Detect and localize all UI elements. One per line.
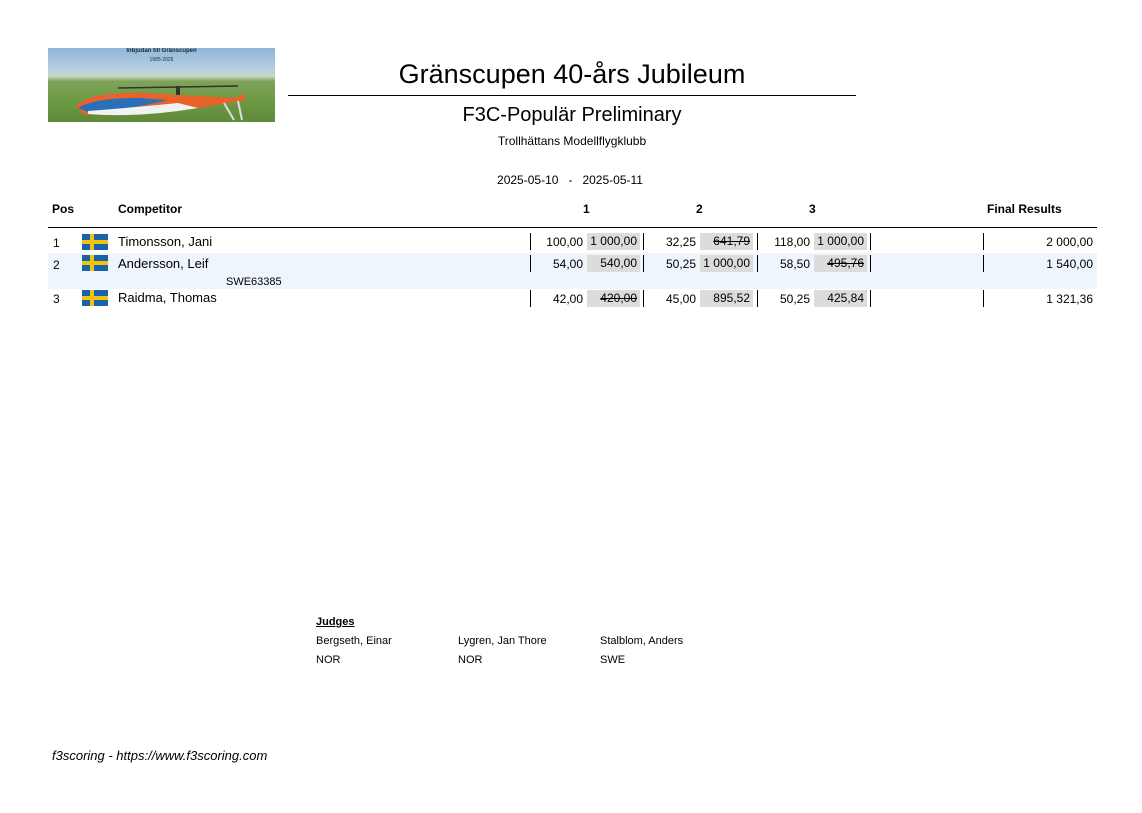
round-3-raw: 50,25 bbox=[779, 292, 810, 306]
judge-country: NOR bbox=[316, 654, 341, 666]
column-divider bbox=[870, 233, 871, 250]
round-1-raw: 54,00 bbox=[552, 257, 583, 271]
date-separator: - bbox=[568, 173, 573, 187]
logo-years: 1985-2025 bbox=[149, 57, 174, 63]
round-3-score: 425,84 bbox=[814, 290, 867, 307]
table-row bbox=[48, 231, 1097, 253]
header-round-3: 3 bbox=[809, 202, 816, 216]
final-result: 2 000,00 bbox=[1046, 235, 1093, 249]
start-date: 2025-05-10 bbox=[497, 173, 559, 187]
footer-credit: f3scoring - https://www.f3scoring.com bbox=[52, 748, 268, 763]
event-dates bbox=[440, 173, 700, 187]
title-divider bbox=[288, 95, 856, 96]
round-1-raw: 100,00 bbox=[546, 235, 583, 249]
round-2-score: 641,79 bbox=[700, 233, 753, 250]
sweden-flag-icon bbox=[82, 234, 108, 250]
round-3-raw: 58,50 bbox=[779, 257, 810, 271]
competitor-name: Raidma, Thomas bbox=[118, 290, 217, 305]
round-2-raw: 32,25 bbox=[665, 235, 696, 249]
column-divider bbox=[983, 290, 984, 307]
table-row bbox=[48, 289, 1097, 311]
final-result: 1 321,36 bbox=[1046, 292, 1093, 306]
judge-name: Stalblom, Anders bbox=[600, 635, 684, 647]
header-divider bbox=[48, 227, 1097, 228]
final-result: 1 540,00 bbox=[1046, 257, 1093, 271]
header-round-2: 2 bbox=[696, 202, 703, 216]
competitor-name: Andersson, Leif bbox=[118, 256, 209, 271]
position: 3 bbox=[53, 292, 60, 306]
table-row bbox=[48, 253, 1097, 289]
sweden-flag-icon bbox=[82, 290, 108, 306]
page-title: Gränscupen 40-års Jubileum bbox=[398, 59, 746, 89]
judges-heading: Judges bbox=[316, 616, 355, 628]
round-2-score: 895,52 bbox=[700, 290, 753, 307]
helicopter-icon bbox=[48, 48, 275, 122]
competitor-name: Timonsson, Jani bbox=[118, 234, 213, 249]
round-2-score: 1 000,00 bbox=[700, 255, 753, 272]
judge-country: SWE bbox=[600, 654, 626, 666]
end-date: 2025-05-11 bbox=[582, 173, 643, 187]
competitor-license: SWE63385 bbox=[226, 276, 282, 288]
header-pos: Pos bbox=[52, 202, 75, 216]
round-3-score: 1 000,00 bbox=[814, 233, 867, 250]
page-subtitle: F3C-Populär Preliminary bbox=[462, 104, 682, 126]
header-round-1: 1 bbox=[583, 202, 590, 216]
round-1-raw: 42,00 bbox=[552, 292, 583, 306]
column-divider bbox=[870, 290, 871, 307]
round-1-score: 420,00 bbox=[587, 290, 640, 307]
column-divider bbox=[983, 233, 984, 250]
logo-title: Inbjudan till Gränscupen bbox=[126, 48, 197, 54]
round-1-score: 1 000,00 bbox=[587, 233, 640, 250]
round-2-raw: 50,25 bbox=[665, 257, 696, 271]
column-divider bbox=[870, 255, 871, 272]
club-name: Trollhättans Modellflygklubb bbox=[497, 134, 647, 148]
position: 2 bbox=[53, 258, 60, 272]
position: 1 bbox=[53, 236, 60, 250]
judge-country: NOR bbox=[458, 654, 483, 666]
header-competitor: Competitor bbox=[118, 202, 182, 216]
judge-name: Bergseth, Einar bbox=[316, 635, 392, 647]
round-3-score: 495,76 bbox=[814, 255, 867, 272]
round-3-raw: 118,00 bbox=[774, 235, 810, 249]
sweden-flag-icon bbox=[82, 255, 108, 271]
event-logo bbox=[48, 48, 275, 122]
round-2-raw: 45,00 bbox=[665, 292, 696, 306]
header-final-results: Final Results bbox=[987, 202, 1062, 216]
judge-name: Lygren, Jan Thore bbox=[458, 635, 547, 647]
round-1-score: 540,00 bbox=[587, 255, 640, 272]
column-divider bbox=[983, 255, 984, 272]
